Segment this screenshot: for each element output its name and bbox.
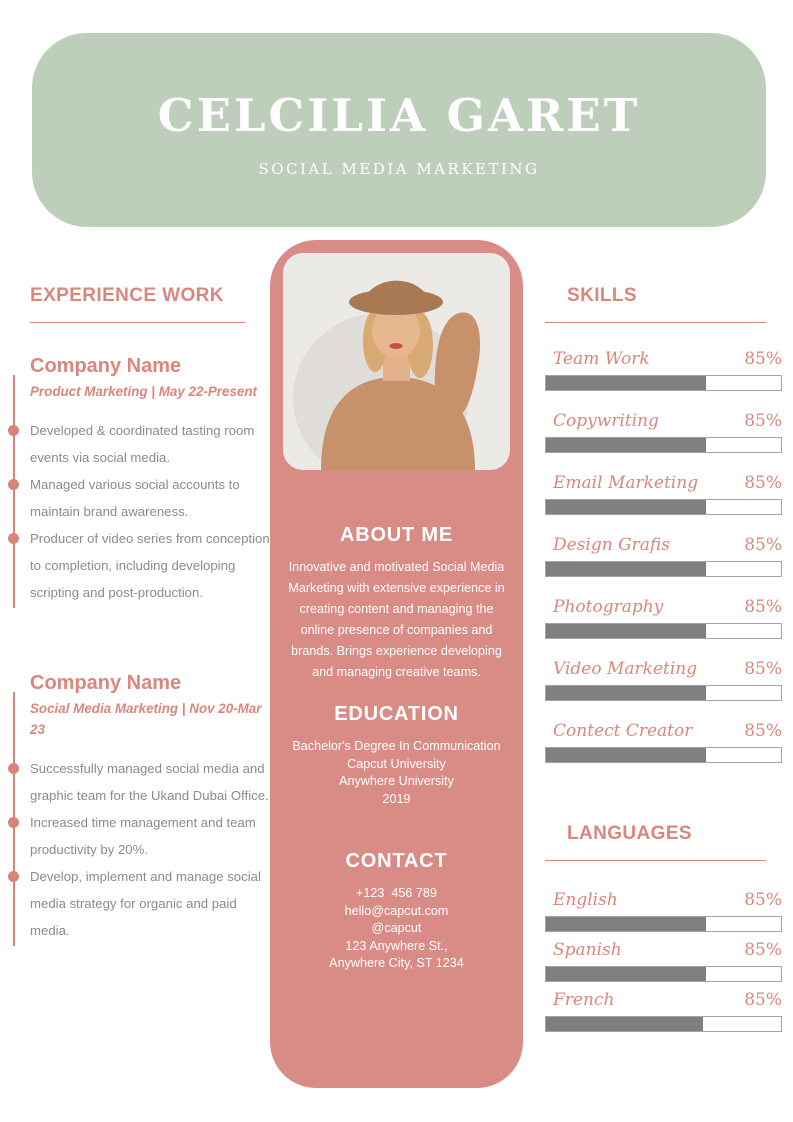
skill-item [545,349,782,391]
role-period: Product Marketing | May 22-Present [30,384,257,399]
skill-percent: 85% [744,349,782,369]
language-bar [545,916,782,932]
skill-bar [545,747,782,763]
about-text: Innovative and motivated Social Media Marketing with extensive experience in creating content and managing the online presence of companies and brands. Brings experience developing and managing creative teams. [288,560,505,679]
skill-percent: 85% [744,411,782,431]
skill-label: Copywriting [553,411,659,431]
skill-percent: 85% [744,659,782,679]
header-banner [32,33,766,227]
job-bullet: Successfully managed social media and graphic team for the Ukand Dubai Office. [30,755,270,809]
skill-bar-fill [546,624,706,638]
skill-percent: 85% [744,535,782,555]
contact-address-line1: 123 Anywhere St., [345,938,448,953]
job-bullet: Producer of video series from conception to completion, including developing scripting and post-production. [30,525,270,606]
company-name: Company Name [30,355,182,377]
language-item [545,990,782,1032]
languages-divider [545,860,766,861]
contact-email: hello@capcut.com [344,903,449,918]
skill-percent: 85% [744,597,782,617]
skill-bar [545,499,782,515]
skill-bar-fill [546,500,706,514]
language-item [545,940,782,982]
language-item [545,890,782,932]
education-year: 2019 [382,791,411,806]
language-bar-fill [546,1017,703,1031]
skill-bar-fill [546,562,706,576]
skill-item [545,473,782,515]
contact-lines [270,885,523,973]
skills-list [545,349,782,763]
job-entry-1 [30,355,270,606]
contact-title: CONTACT [345,850,448,872]
job-bullet-list [30,755,270,944]
person-role: SOCIAL MEDIA MARKETING [258,160,540,178]
language-bar [545,1016,782,1032]
skills-title: SKILLS [567,285,637,306]
contact-address-line2: Anywhere City, ST 1234 [329,956,464,970]
skill-label: Team Work [553,349,650,369]
education-school: Capcut University [347,756,446,771]
skill-bar [545,561,782,577]
education-degree: Bachelor's Degree In Communication [292,739,501,753]
about-title: ABOUT ME [339,524,454,546]
person-name: CELCILIA GARET [157,89,641,142]
skill-bar [545,437,782,453]
skill-label: Contect Creator [553,721,693,741]
experience-divider [30,322,245,323]
skill-percent: 85% [744,721,782,741]
job-bullet: Develop, implement and manage social media strategy for organic and paid media. [30,863,270,944]
education-school: Anywhere University [339,774,454,788]
experience-title: EXPERIENCE WORK [30,285,224,306]
education-title: EDUCATION [334,703,459,725]
skill-bar [545,685,782,701]
skill-item [545,721,782,763]
language-percent: 85% [744,890,782,910]
job-bullet: Increased time management and team productivity by 20%. [30,809,270,863]
job-bullet: Developed & coordinated tasting room events via social media. [30,417,270,471]
profile-panel [270,240,523,1088]
experience-section [30,285,270,944]
skill-bar-fill [546,376,706,390]
contact-handle: @capcut [371,921,422,935]
language-bar-fill [546,967,706,981]
timeline-line [13,375,15,608]
skill-bar-fill [546,686,706,700]
skills-divider [545,322,766,323]
language-percent: 85% [744,990,782,1010]
language-label: Spanish [553,940,622,960]
company-name: Company Name [30,672,182,694]
skill-label: Video Marketing [553,659,698,679]
language-bar-fill [546,917,706,931]
skill-item [545,659,782,701]
skill-item [545,411,782,453]
role-period: Social Media Marketing | Nov 20-Mar 23 [30,701,262,737]
language-bar [545,966,782,982]
skill-item [545,535,782,577]
skill-bar [545,375,782,391]
skill-label: Email Marketing [553,473,699,493]
languages-list [545,890,782,1032]
job-bullet-list [30,417,270,606]
skill-item [545,597,782,639]
skill-bar-fill [546,438,706,452]
skill-label: Photography [553,597,664,617]
languages-section [545,823,782,861]
language-label: French [553,990,615,1010]
skill-bar [545,623,782,639]
language-percent: 85% [744,940,782,960]
skill-label: Design Grafis [553,535,670,555]
skill-percent: 85% [744,473,782,493]
languages-title: LANGUAGES [567,823,692,844]
job-entry-2 [30,672,270,944]
language-label: English [553,890,618,910]
contact-phone: +123 456 789 [356,886,437,900]
job-bullet: Managed various social accounts to maintain brand awareness. [30,471,270,525]
skills-section [545,285,782,1040]
education-lines [270,738,523,808]
profile-photo [283,253,510,470]
skill-bar-fill [546,748,706,762]
